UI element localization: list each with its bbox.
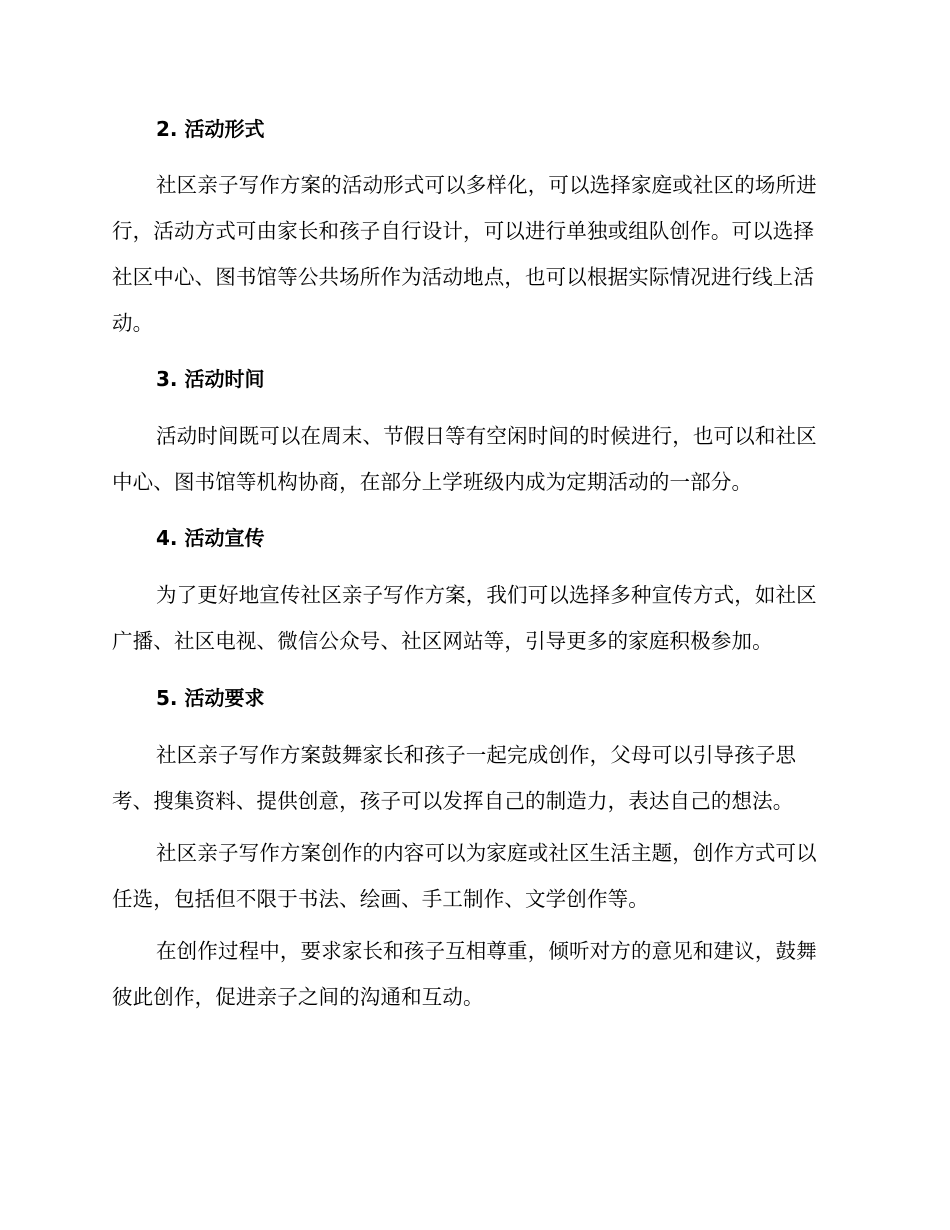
paragraph-activity-promotion: 为了更好地宣传社区亲子写作方案，我们可以选择多种宣传方式，如社区广播、社区电视、微信公众号、社区网站等，引导更多的家庭积极参加。	[112, 583, 817, 653]
paragraph-requirements-2: 社区亲子写作方案创作的内容可以为家庭或社区生活主题，创作方式可以任选，包括但不限于书法、绘画、手工制作、文学创作等。	[112, 841, 817, 911]
section-heading-activity-requirements: 5. 活动要求	[156, 686, 265, 710]
section-heading-activity-format: 2. 活动形式	[156, 117, 265, 141]
paragraph-requirements-3: 在创作过程中，要求家长和孩子互相尊重，倾听对方的意见和建议，鼓舞彼此创作，促进亲子之间的沟通和互动。	[112, 939, 817, 1009]
paragraph-requirements-1: 社区亲子写作方案鼓舞家长和孩子一起完成创作，父母可以引导孩子思考、搜集资料、提供创意，孩子可以发挥自己的制造力，表达自己的想法。	[112, 743, 797, 813]
section-heading-activity-promotion: 4. 活动宣传	[156, 526, 265, 550]
paragraph-activity-time: 活动时间既可以在周末、节假日等有空闲时间的时候进行，也可以和社区中心、图书馆等机构协商，在部分上学班级内成为定期活动的一部分。	[112, 424, 817, 494]
paragraph-activity-format: 社区亲子写作方案的活动形式可以多样化，可以选择家庭或社区的场所进行，活动方式可由家长和孩子自行设计，可以进行单独或组队创作。可以选择社区中心、图书馆等公共场所作为活动地点，也可以根据实际情况进行线上活动。	[112, 173, 817, 335]
section-heading-activity-time: 3. 活动时间	[156, 367, 265, 391]
